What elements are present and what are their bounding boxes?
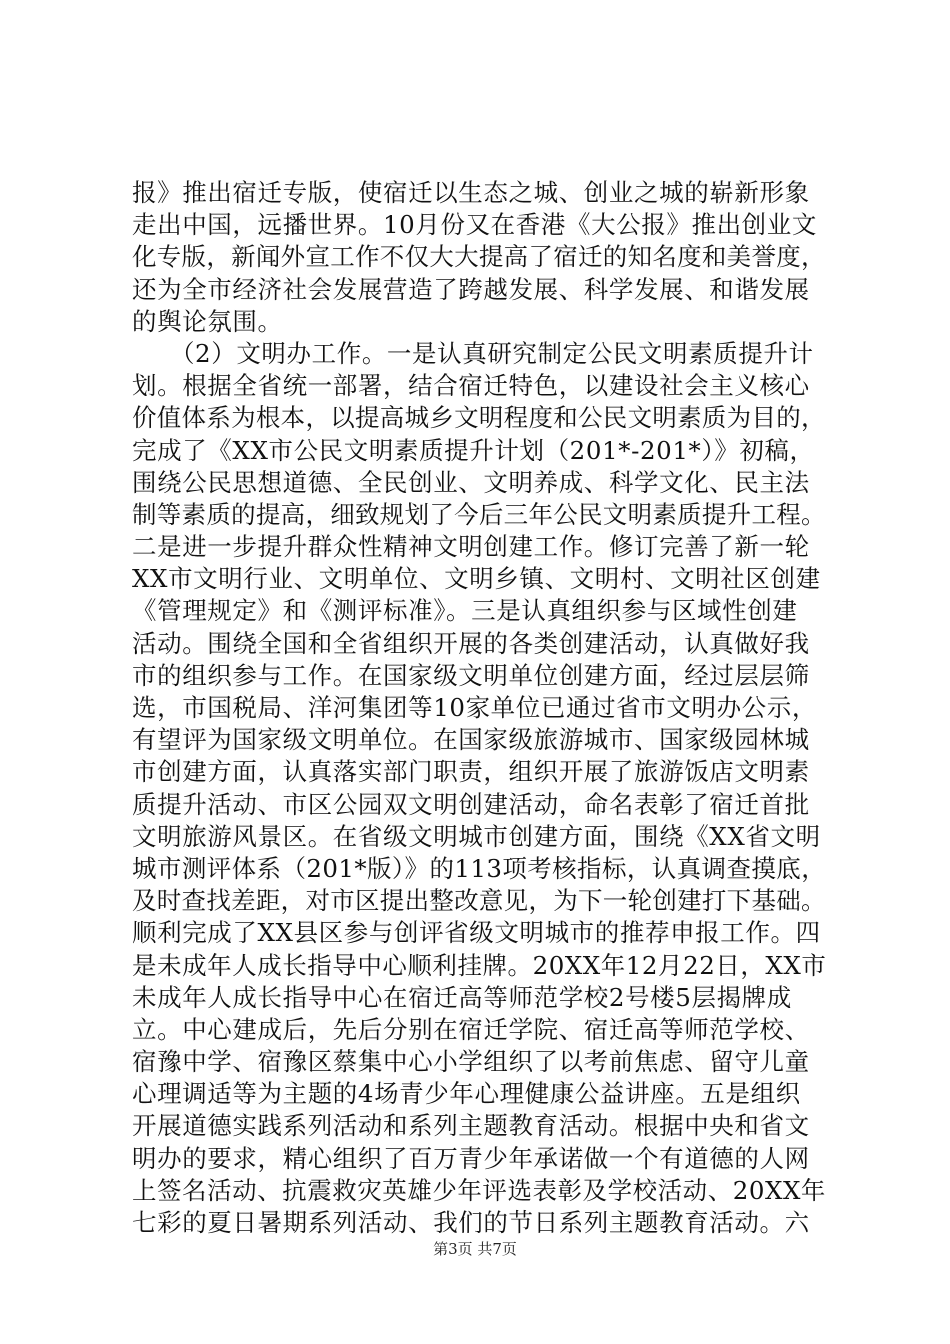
text-line: 还为全市经济社会发展营造了跨越发展、科学发展、和谐发展 xyxy=(132,274,810,304)
text-line: 活动。围绕全国和全省组织开展的各类创建活动，认真做好我 xyxy=(132,628,810,658)
text-line: 立。中心建成后，先后分别在宿迁学院、宿迁高等师范学校、 xyxy=(132,1014,810,1044)
text-line: 价值体系为根本，以提高城乡文明程度和公民文明素质为目的， xyxy=(132,403,826,433)
text-line: 明办的要求，精心组织了百万青少年承诺做一个有道德的人网 xyxy=(132,1143,810,1173)
text-line: 划。根据全省统一部署，结合宿迁特色，以建设社会主义核心 xyxy=(132,371,810,401)
text-line: （2）文明办工作。一是认真研究制定公民文明素质提升计 xyxy=(132,338,814,368)
text-line: 文明旅游风景区。在省级文明城市创建方面，围绕《XX省文明 xyxy=(132,821,821,851)
text-line: 围绕公民思想道德、全民创业、文明养成、科学文化、民主法 xyxy=(132,467,810,497)
text-line: 开展道德实践系列活动和系列主题教育活动。根据中央和省文 xyxy=(132,1111,810,1141)
text-line: XX市文明行业、文明单位、文明乡镇、文明村、文明社区创建 xyxy=(132,564,821,594)
text-line: 化专版，新闻外宣工作不仅大大提高了宿迁的知名度和美誉度， xyxy=(132,242,826,272)
text-line: 宿豫中学、宿豫区蔡集中心小学组织了以考前焦虑、留守儿童 xyxy=(132,1047,810,1077)
text-line: 市创建方面，认真落实部门职责，组织开展了旅游饭店文明素 xyxy=(132,757,810,787)
text-line: 城市测评体系（201*版）》的113项考核指标，认真调查摸底， xyxy=(132,853,827,883)
text-line: 报》推出宿迁专版，使宿迁以生态之城、创业之城的崭新形象 xyxy=(132,178,810,207)
text-line: 有望评为国家级文明单位。在国家级旅游城市、国家级园林城 xyxy=(132,725,810,755)
page-footer: 第3页 共7页 xyxy=(433,1240,517,1258)
text-line: 市的组织参与工作。在国家级文明单位创建方面，经过层层筛 xyxy=(132,660,810,690)
text-line: 质提升活动、市区公园双文明创建活动，命名表彰了宿迁首批 xyxy=(132,789,810,819)
text-line: 完成了《XX市公民文明素质提升计划（201*-201*）》初稿， xyxy=(132,435,815,465)
text-line: 的舆论氛围。 xyxy=(132,306,283,336)
text-line: 及时查找差距，对市区提出整改意见，为下一轮创建打下基础。 xyxy=(132,886,826,916)
text-line: 未成年人成长指导中心在宿迁高等师范学校2号楼5层揭牌成 xyxy=(132,982,792,1012)
text-line: 是未成年人成长指导中心顺利挂牌。20XX年12月22日，XX市 xyxy=(132,950,827,980)
text-line: 上签名活动、抗震救灾英雄少年评选表彰及学校活动、20XX年 xyxy=(132,1175,826,1205)
text-line: 《管理规定》和《测评标准》。三是认真组织参与区域性创建 xyxy=(132,596,798,626)
text-line: 心理调适等为主题的4场青少年心理健康公益讲座。五是组织 xyxy=(132,1079,801,1109)
body-text xyxy=(132,177,826,1239)
text-line: 走出中国，远播世界。10月份又在香港《大公报》推出创业文 xyxy=(132,210,817,240)
text-line: 七彩的夏日暑期系列活动、我们的节日系列主题教育活动。六 xyxy=(132,1208,810,1237)
text-line: 顺利完成了XX县区参与创评省级文明城市的推荐申报工作。四 xyxy=(132,918,821,948)
text-line: 选，市国税局、洋河集团等10家单位已通过省市文明办公示， xyxy=(132,693,817,722)
text-line: 制等素质的提高，细致规划了今后三年公民文明素质提升工程。 xyxy=(132,499,826,529)
text-line: 二是进一步提升群众性精神文明创建工作。修订完善了新一轮 xyxy=(132,532,810,562)
